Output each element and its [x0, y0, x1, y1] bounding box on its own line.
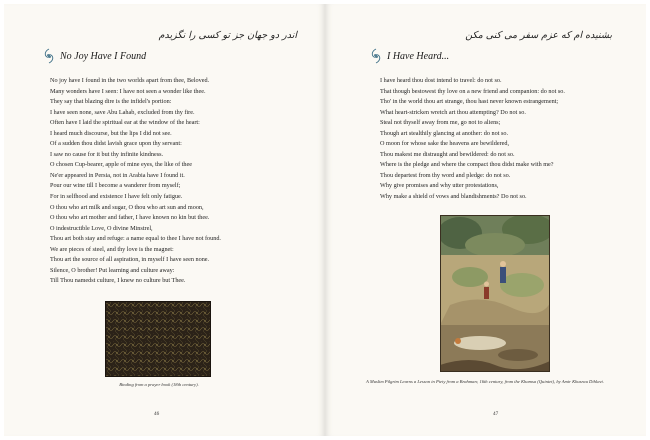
poem-line: Where is the pledge and where the compact thou didst make with me? [380, 161, 554, 169]
poem-line: I saw no cause for it but thy infinite kindness. [50, 150, 164, 158]
figure-caption: A Muslim Pilgrim Learns a Lesson in Piety from a Brahman; 16th century, from the Khamsa (Quintet), by Amir Khusrau Dihlavi. [366, 379, 604, 384]
poem-line: We are pieces of steel, and thy love is the magnet: [50, 245, 174, 253]
poem-line: They say that blazing dire is the infidel's portion: [50, 98, 172, 106]
left-page [4, 4, 325, 436]
poem-line: Though art stealthily glancing at another: do not so. [380, 129, 509, 137]
poem-line: Why make a shield of vows and blandishments? Do not so. [380, 193, 527, 201]
persian-heading: بشنیده ام که عزم سفر می کنی مکن [465, 30, 612, 41]
poem-line: I have heard thou dost intend to travel: do not so. [380, 77, 502, 84]
poem-line: O thou who art mother and father, I have known no kin but thee. [50, 214, 210, 222]
persian-heading: اندر دو جهان جز تو کسی را نگزیدم [158, 30, 297, 41]
poem-title: I Have Heard... [387, 50, 450, 62]
poem-line: Many wonders have I seen: I have not seen a wonder like thee. [50, 87, 206, 95]
poem-line: Often have I laid the spiritual ear at the window of the heart: [50, 119, 200, 127]
page-number: 46 [154, 411, 160, 417]
right-page [325, 4, 646, 436]
poem-line: Pour our wine till I become a wanderer from myself; [50, 182, 181, 190]
poem-line: Thou makest me distraught and bewildered: do not so. [380, 150, 515, 158]
poem-line: I have seen none, save Abu Lahab, excluded from thy fire. [50, 108, 195, 116]
ornament-icon [369, 48, 383, 64]
poem-line: What heart-stricken wretch art thou attempting? Do not so. [380, 108, 526, 116]
poem-line: Thou art both stay and refuge: a name equal to thee I have not found. [50, 235, 221, 243]
binding-image [105, 301, 211, 377]
poem-line: Steal not thyself away from me, go not to aliens; [380, 119, 501, 127]
title-row [42, 48, 146, 64]
poem-line: O indestructible Love, O divine Minstrel, [50, 224, 153, 232]
poem-title: No Joy Have I Found [60, 50, 147, 62]
poem-text [380, 76, 620, 203]
poem-line: O moon for whose sake the heavens are bewildered, [380, 140, 510, 148]
poem-line: Thou art the source of all aspiration, in myself I have seen none. [50, 256, 210, 264]
miniature-painting-image [440, 215, 550, 372]
poem-line: I heard much discourse, but the lips I did not see. [50, 129, 172, 137]
book-spread [4, 4, 646, 436]
poem-line: No joy have I found in the two worlds apart from thee, Beloved. [50, 77, 210, 84]
poem-line: For in selfhood and existence I have felt only fatigue. [50, 193, 183, 201]
figure-caption: Binding from a prayer book (18th century). [119, 382, 199, 387]
title-row [369, 48, 449, 64]
poem-text [50, 76, 310, 287]
poem-line: Till Thou namedst culture, I knew no culture but Thee. [50, 277, 186, 285]
poem-line: Silence, O brother! Put learning and culture away: [50, 266, 175, 274]
poem-line: Tho' in the world thou art strange, thou hast never known estrangement; [380, 98, 559, 106]
ornament-icon [42, 48, 56, 64]
poem-line: That though bestowest thy love on a new friend and companion: do not so. [380, 87, 565, 95]
poem-line: O chosen Cup-bearer, apple of mine eyes, the like of thee [50, 161, 193, 169]
poem-line: Ne'er appeared in Persia, not in Arabia have I found it. [50, 171, 185, 179]
page-number: 47 [493, 411, 499, 417]
poem-line: Why give promises and why utter protestations, [380, 182, 499, 190]
poem-line: Thou departest from thy word and pledge: do not so. [380, 171, 511, 179]
poem-line: O thou who art milk and sugar, O thou who art sun and moon, [50, 203, 204, 211]
poem-line: Of a sudden thou didst lavish grace upon thy servant: [50, 140, 182, 148]
